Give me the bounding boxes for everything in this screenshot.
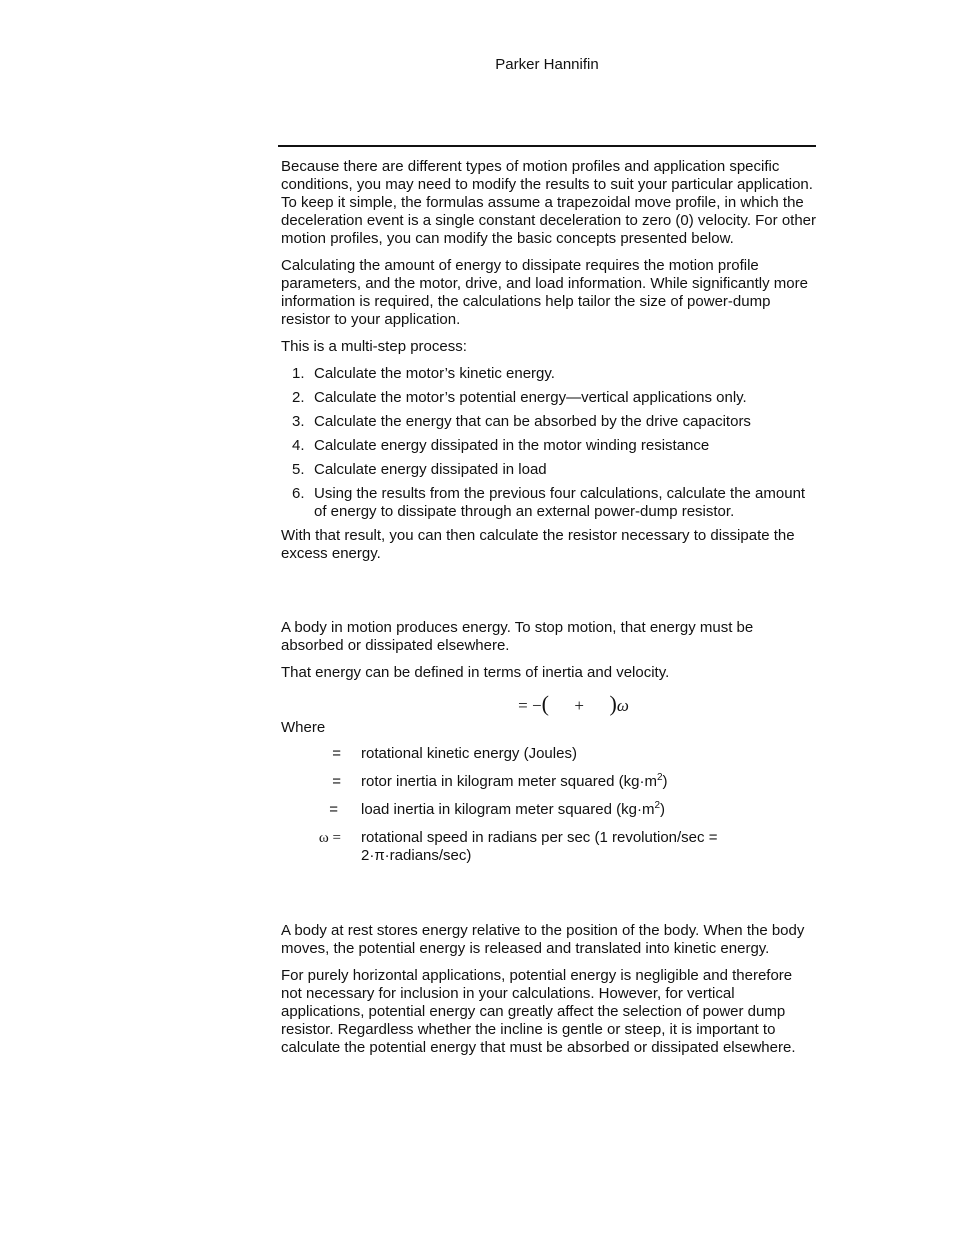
list-item	[281, 437, 816, 455]
list-item	[281, 485, 816, 521]
after-steps-paragraph: With that result, you can then calculate the resistor necessary to dissipate the excess energy.	[281, 527, 795, 562]
definition-row	[281, 829, 816, 865]
section-gap	[281, 875, 816, 922]
header-title: Parker Hannifin	[495, 56, 599, 73]
list-item-number: 5.	[292, 461, 305, 478]
list-item-number: 6.	[292, 485, 305, 502]
kinetic-paragraph-1: A body in motion produces energy. To stop motion, that energy must be absorbed or dissipated elsewhere.	[281, 619, 754, 654]
list-item-text: Calculate energy dissipated in load	[314, 461, 547, 478]
formula-omega: ω	[616, 696, 629, 715]
definition-symbol: =	[332, 773, 341, 790]
page-header	[0, 56, 954, 73]
definition-text	[361, 801, 816, 819]
definition-text	[361, 745, 816, 763]
definition-row	[281, 773, 816, 791]
list-item-text: Calculate the motor’s potential energy—vertical applications only.	[314, 389, 747, 406]
document-body	[281, 158, 816, 1066]
list-item-number: 1.	[292, 365, 305, 382]
potential-paragraph-2: For purely horizontal applications, potential energy is negligible and therefore not necessary for inclusion in your calculations. However, for vertical applications, potential energy can greatly affect the selection of power dump resistor. Regardless whether the incline is gentle or steep, it is important to calculate the potential energy that must be absorbed or dissipated elsewhere.	[281, 967, 796, 1056]
kinetic-paragraph-2: That energy can be defined in terms of inertia and velocity.	[281, 664, 670, 681]
formula-close-paren: )	[609, 691, 617, 716]
formula-plus: +	[574, 696, 584, 715]
steps-list	[281, 365, 816, 521]
potential-paragraph-1: A body at rest stores energy relative to the position of the body. When the body moves, the potential energy is released and translated into kinetic energy.	[281, 922, 805, 957]
definition-desc: rotational kinetic energy (Joules)	[361, 745, 577, 762]
list-item-text: Calculate energy dissipated in the motor winding resistance	[314, 437, 710, 454]
definition-text	[361, 829, 816, 865]
list-item-text: Using the results from the previous four calculations, calculate the amount of energy to dissipate through an external power-dump resistor.	[314, 485, 806, 520]
definition-desc: rotor inertia in kilogram meter squared (kg·m	[361, 773, 657, 790]
definition-superscript: 2	[654, 800, 661, 811]
definition-symbol: ω =	[318, 830, 341, 846]
intro-paragraph-2: Calculating the amount of energy to dissipate requires the motion profile parameters, and the motor, drive, and load information. While significantly more information is required, the calculations help tailor the size of power-dump resistor to your application.	[281, 257, 808, 328]
definition-row	[281, 745, 816, 763]
definition-text	[361, 773, 816, 791]
formula-equals: = −	[518, 696, 542, 715]
list-item	[281, 389, 816, 407]
list-item-number: 2.	[292, 389, 305, 406]
intro-paragraph-1: Because there are different types of motion profiles and application specific conditions, you may need to modify the results to suit your particular application. To keep it simple, the formulas assume a trapezoidal move profile, in which the deceleration event is a single constant deceleration to zero (0) velocity. For other motion profiles, you can modify the basic concepts presented below.	[281, 158, 817, 247]
section-gap	[281, 572, 816, 619]
list-item-text: Calculate the motor’s kinetic energy.	[314, 365, 555, 382]
list-item-number: 3.	[292, 413, 305, 430]
definition-desc: rotational speed in radians per sec (1 revolution/sec = 2·π·radians/sec)	[361, 829, 718, 864]
definition-symbol: =	[329, 801, 338, 818]
definition-symbol: =	[332, 745, 341, 762]
definitions-list	[281, 745, 816, 865]
definition-superscript: 2	[656, 772, 663, 783]
list-item	[281, 461, 816, 479]
formula-open-paren: (	[541, 691, 549, 716]
list-item	[281, 413, 816, 431]
definition-tail: )	[662, 773, 668, 790]
list-item-number: 4.	[292, 437, 305, 454]
where-label: Where	[281, 719, 326, 736]
intro-paragraph-3: This is a multi-step process:	[281, 338, 467, 355]
definition-tail: )	[660, 801, 666, 818]
kinetic-energy-formula	[281, 691, 816, 717]
list-item-text: Calculate the energy that can be absorbed by the drive capacitors	[314, 413, 751, 430]
section-divider	[278, 145, 816, 147]
definition-desc: load inertia in kilogram meter squared (kg·m	[361, 801, 655, 818]
definition-row	[281, 801, 816, 819]
list-item	[281, 365, 816, 383]
